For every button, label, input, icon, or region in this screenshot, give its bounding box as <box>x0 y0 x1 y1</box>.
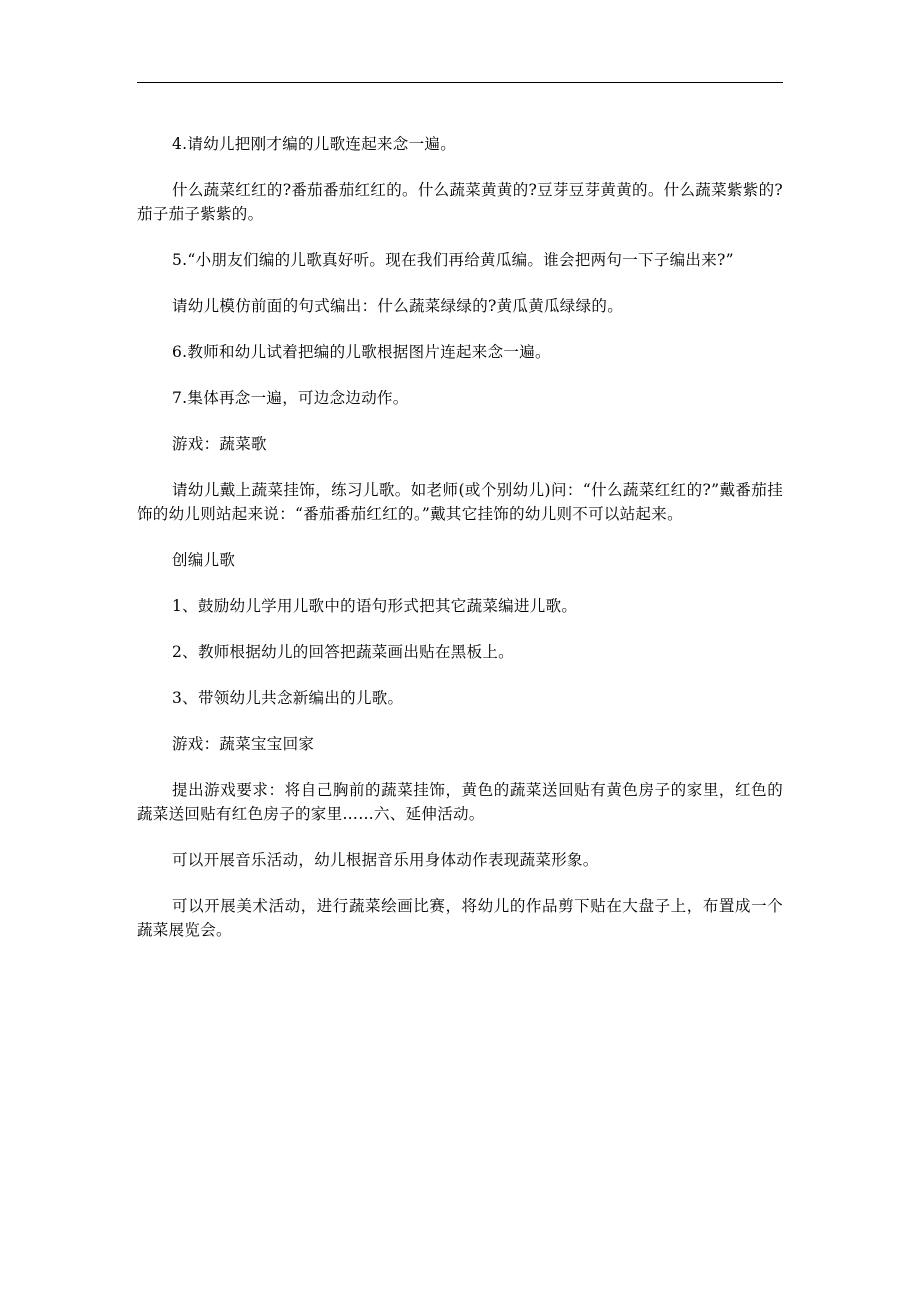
paragraph-step-6: 6.教师和幼儿试着把编的儿歌根据图片连起来念一遍。 <box>172 343 551 361</box>
heading-create-rhyme: 创编儿歌 <box>172 551 236 569</box>
document-body <box>137 132 783 964</box>
list-item-2: 2、教师根据幼儿的回答把蔬菜画出贴在黑板上。 <box>172 643 514 661</box>
paragraph-step-4: 4.请幼儿把刚才编的儿歌连起来念一遍。 <box>172 135 456 153</box>
list-item-3: 3、带领幼儿共念新编出的儿歌。 <box>172 689 404 707</box>
paragraph-step-5: 5.“小朋友们编的儿歌真好听。现在我们再给黄瓜编。谁会把两句一下子编出来?” <box>172 251 734 269</box>
paragraph-game-requirements: 提出游戏要求：将自己胸前的蔬菜挂饰，黄色的蔬菜送回贴有黄色房子的家里，红色的蔬菜送回贴有红色房子的家里……六、延伸活动。 <box>137 781 783 823</box>
list-item-1: 1、鼓励幼儿学用儿歌中的语句形式把其它蔬菜编进儿歌。 <box>172 597 578 615</box>
paragraph-game-rules: 请幼儿戴上蔬菜挂饰，练习儿歌。如老师(或个别幼儿)问：“什么蔬菜红红的?”戴番茄挂饰的幼儿则站起来说：“番茄番茄红红的。”戴其它挂饰的幼儿则不可以站起来。 <box>137 481 783 523</box>
paragraph-rhyme-text: 什么蔬菜红红的?番茄番茄红红的。什么蔬菜黄黄的?豆芽豆芽黄黄的。什么蔬菜紫紫的?茄子茄子紫紫的。 <box>137 181 783 223</box>
paragraph-imitate: 请幼儿模仿前面的句式编出：什么蔬菜绿绿的?黄瓜黄瓜绿绿的。 <box>172 297 624 315</box>
heading-game-go-home: 游戏：蔬菜宝宝回家 <box>172 735 315 753</box>
paragraph-music-activity: 可以开展音乐活动，幼儿根据音乐用身体动作表现蔬菜形象。 <box>172 851 599 869</box>
paragraph-art-activity: 可以开展美术活动，进行蔬菜绘画比赛，将幼儿的作品剪下贴在大盘子上，布置成一个蔬菜展览会。 <box>137 897 783 939</box>
paragraph-step-7: 7.集体再念一遍，可边念边动作。 <box>172 389 409 407</box>
heading-game-vegetable-song: 游戏：蔬菜歌 <box>172 435 267 453</box>
header-rule <box>137 82 783 83</box>
